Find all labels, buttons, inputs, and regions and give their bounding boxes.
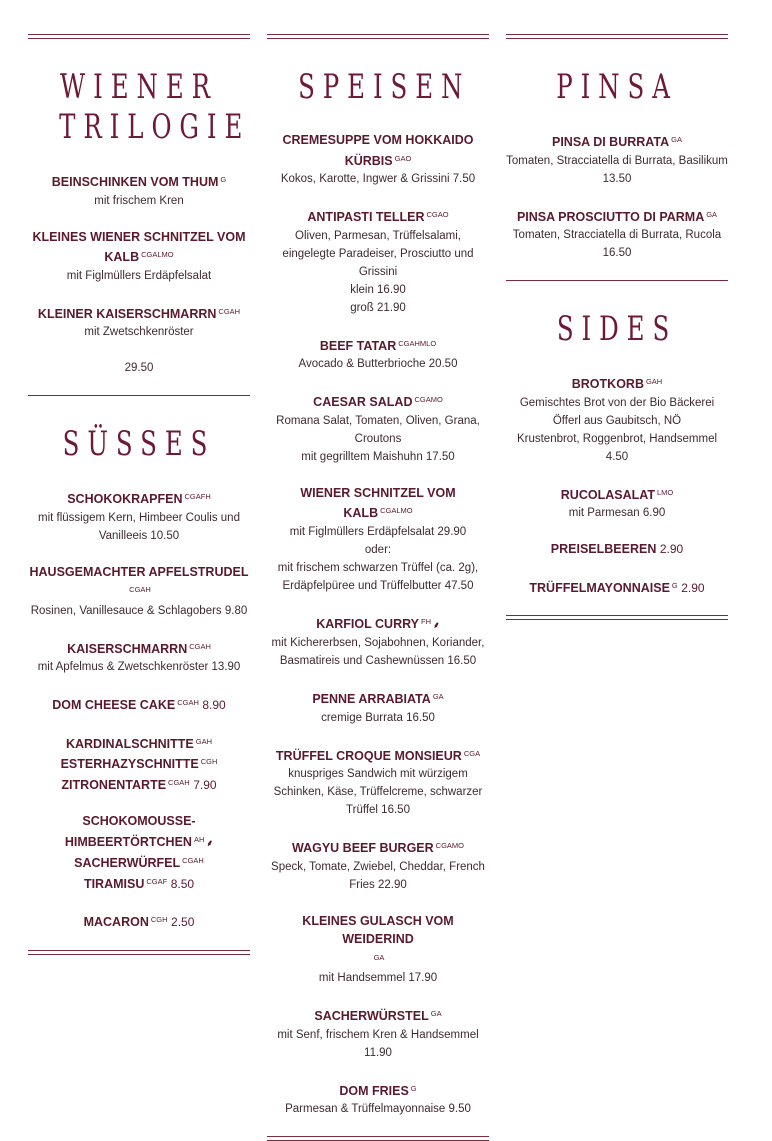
menu-item [267, 912, 489, 988]
item-name [28, 694, 250, 715]
item-description: groß 21.90 [350, 301, 406, 314]
menu-item [28, 638, 250, 677]
allergen-code: CGH [150, 915, 168, 924]
menu-item [28, 303, 250, 342]
allergen-code: G [220, 175, 227, 184]
item-name-text: PINSA DI BURRATA [552, 135, 670, 149]
item-name [506, 373, 728, 394]
item-description: cremige Burrata 16.50 [321, 711, 435, 724]
item-name-text: KLEINER KAISERSCHMARRN [37, 306, 217, 321]
menu-item [267, 688, 489, 727]
item-price: 2.50 [171, 915, 195, 929]
menu-item [267, 484, 489, 595]
leaf-icon: ⸙ [433, 619, 440, 630]
menu-item [28, 694, 250, 715]
item-name [28, 812, 250, 852]
item-description: Tomaten, Stracciatella di Burrata, Basilikum [506, 154, 728, 167]
allergen-code: CGAH [177, 698, 199, 707]
item-name-text: SCHOKOKRAPFEN [67, 492, 183, 506]
menu-column-left [28, 34, 250, 955]
item-description: Avocado & Butterbrioche 20.50 [298, 358, 458, 370]
section-title-sides: SIDES [556, 309, 678, 349]
allergen-code: GAH [645, 377, 663, 386]
item-description: mit Apfelmus & Zwetschkenröster 13.90 [37, 661, 241, 673]
divider [267, 34, 489, 39]
item-description: mit frischem Kren [94, 194, 184, 207]
allergen-code: GA [432, 692, 444, 701]
item-price: 8.90 [202, 698, 226, 712]
menu-item [267, 1005, 489, 1062]
item-name [267, 613, 489, 635]
item-description: Parmesan & Trüffelmayonnaise 9.50 [285, 1103, 471, 1115]
item-name-text: SCHOKOMOUSSE-HIMBEERTÖRTCHEN [64, 814, 196, 849]
allergen-code: GA [671, 135, 682, 144]
menu-item [267, 131, 489, 188]
menu-item [267, 391, 489, 466]
item-name-text: DOM CHEESE CAKE [52, 698, 176, 712]
allergen-code: CGAH [168, 777, 190, 787]
item-name [267, 1005, 489, 1026]
item-name-text: KAISERSCHMARRN [67, 641, 188, 656]
section-title-speisen: SPEISEN [298, 67, 471, 107]
menu-item [267, 613, 489, 671]
item-description: klein 16.90 [350, 283, 406, 296]
item-price: 2.90 [659, 542, 684, 556]
allergen-code: CGA [463, 748, 481, 758]
menu-item [28, 563, 250, 620]
item-name-text: KLEINES GULASCH VOM WEIDERIND [302, 913, 454, 946]
menu-column-right [506, 34, 728, 620]
item-name-text: BROTKORB [571, 377, 644, 391]
item-name [28, 638, 250, 659]
item-name [28, 303, 250, 324]
item-name [28, 852, 250, 873]
divider [267, 1136, 489, 1141]
section-title-line: WIENER [60, 67, 218, 107]
allergen-code: G [671, 580, 678, 590]
item-name-text: KLEINES WIENER SCHNITZEL VOM KALB [32, 229, 246, 264]
menu-item [28, 171, 250, 210]
allergen-code: CGAHMLO [398, 338, 437, 348]
allergen-code: AH [193, 834, 205, 844]
menu-item [506, 206, 728, 263]
item-name-text: WAGYU BEEF BURGER [291, 841, 434, 855]
menu-item [28, 911, 250, 932]
menu-item [506, 484, 728, 523]
item-name-text: PREISELBEEREN [550, 542, 657, 556]
allergen-code: CGAO [426, 210, 449, 219]
item-name [267, 206, 489, 227]
item-name-text: SACHERWÜRSTEL [314, 1009, 429, 1023]
item-description: Speck, Tomate, Zwiebel, Cheddar, French Fries 22.90 [271, 860, 485, 891]
item-name [506, 484, 728, 505]
divider [28, 34, 250, 39]
section-title-suesses: SÜSSES [62, 424, 216, 464]
item-name [267, 335, 489, 356]
item-name [267, 949, 489, 970]
menu-item [28, 228, 250, 285]
item-description: mit Figlmüllers Erdäpfelsalat 29.90 [289, 525, 467, 538]
allergen-code: CGAH [129, 585, 151, 594]
item-name [28, 488, 250, 509]
item-name-text: ESTERHAZYSCHNITTE [60, 757, 199, 771]
item-name-text: SACHERWÜRFEL [74, 856, 181, 870]
item-description: mit Zwetschkenröster [84, 326, 194, 338]
item-name-text: CREMESUPPE VOM HOKKAIDO KÜRBIS [282, 133, 474, 168]
allergen-code: CGAMO [435, 841, 465, 850]
allergen-code: G [410, 1083, 417, 1093]
allergen-code: GAO [394, 153, 412, 163]
item-name-text: DOM FRIES [339, 1083, 409, 1098]
item-description: mit Senf, frischem Kren & Handsemmel 11.90 [277, 1028, 479, 1059]
item-name-text: TRÜFFELMAYONNAISE [529, 580, 670, 595]
menu-item-group [28, 733, 250, 795]
section-title-pinsa: PINSA [556, 67, 678, 107]
menu-item-group [28, 812, 250, 893]
item-name-text: BEINSCHINKEN VOM THUM [51, 175, 219, 189]
menu-item [267, 837, 489, 894]
allergen-code: GAH [195, 736, 213, 746]
item-name-text: KARFIOL CURRY [316, 616, 419, 631]
item-name [28, 774, 250, 795]
item-name [506, 577, 728, 598]
item-name [28, 581, 250, 602]
allergen-code: CGAFH [184, 492, 211, 501]
item-price: 7.90 [193, 777, 217, 792]
item-name-text: BEEF TATAR [319, 338, 397, 353]
menu-item [267, 1080, 489, 1119]
menu-item [506, 540, 728, 559]
item-name [28, 228, 250, 267]
item-name [267, 837, 489, 858]
item-name [506, 131, 728, 152]
allergen-code: GA [706, 209, 718, 219]
item-name-text: WIENER SCHNITZEL VOM KALB [300, 485, 456, 520]
allergen-code: CGH [200, 757, 218, 766]
item-name-text: PINSA PROSCIUTTO DI PARMA [516, 209, 705, 224]
menu-item [267, 745, 489, 820]
allergen-code: GA [430, 1009, 442, 1018]
item-description: mit frischem schwarzen Trüffel (ca. 2g), Erdäpfelpüree und Trüffelbutter 47.50 [277, 561, 479, 592]
item-name [506, 206, 728, 227]
item-description: Romana Salat, Tomaten, Oliven, Grana, Croutons [276, 414, 480, 445]
item-name [267, 484, 489, 523]
item-description: Tomaten, Stracciatella di Burrata, Rucola [512, 229, 722, 241]
menu-item [28, 488, 250, 545]
item-name [28, 873, 250, 894]
item-name-text: RUCOLASALAT [560, 487, 655, 502]
item-price: 8.50 [170, 876, 195, 891]
item-name [506, 540, 728, 559]
item-name [28, 563, 250, 582]
menu-column-middle [267, 34, 489, 1141]
divider [506, 615, 728, 620]
item-name-text: KARDINALSCHNITTE [65, 736, 194, 751]
item-name-text: TRÜFFEL CROQUE MONSIEUR [275, 748, 462, 763]
item-description: 16.50 [602, 247, 632, 259]
item-price: 2.90 [681, 580, 705, 595]
allergen-code: CGAH [218, 306, 241, 316]
item-name-text: PENNE ARRABIATA [312, 692, 431, 706]
divider [506, 280, 728, 281]
item-name [267, 391, 489, 412]
item-description: 29.50 [124, 362, 154, 374]
allergen-code: CGAH [182, 856, 204, 865]
item-description: Kokos, Karotte, Ingwer & Grissini 7.50 [280, 173, 476, 185]
trilogie-price [28, 359, 250, 377]
section-title-wiener-trilogie [59, 67, 251, 147]
allergen-code: GA [373, 952, 385, 962]
menu-item [506, 577, 728, 598]
allergen-code: CGALMO [141, 250, 174, 259]
allergen-code: CGALMO [380, 506, 413, 515]
divider [28, 950, 250, 955]
item-name [267, 131, 489, 170]
item-description: oder: [364, 543, 392, 556]
allergen-code: CGAMO [414, 395, 443, 404]
allergen-code: CGAH [189, 641, 211, 651]
allergen-code: FH [421, 616, 431, 626]
item-name [28, 753, 250, 774]
item-name-text: CAESAR SALAD [313, 395, 413, 409]
allergen-code: LMO [656, 487, 674, 497]
item-name-text: ANTIPASTI TELLER [307, 210, 425, 224]
item-name [28, 171, 250, 192]
menu-item [267, 206, 489, 317]
menu-item [267, 335, 489, 374]
item-name-text: HAUSGEMACHTER APFELSTRUDEL [29, 564, 249, 579]
item-description: Krustenbrot, Roggenbrot, Handsemmel 4.50 [516, 432, 718, 463]
menu-item [506, 373, 728, 466]
item-description: 13.50 [602, 172, 632, 185]
item-description: Gemischtes Brot von der Bio Bäckerei Öfferl aus Gaubitsch, NÖ [519, 396, 715, 427]
item-name-text: ZITRONENTARTE [61, 777, 167, 792]
item-description: mit Figlmüllers Erdäpfelsalat [66, 269, 212, 282]
item-description: knuspriges Sandwich mit würzigem Schinken, Käse, Trüffelcreme, schwarzer Trüffel 16.50 [273, 768, 483, 816]
allergen-code: CGAF [146, 876, 168, 886]
item-description: mit Kichererbsen, Sojabohnen, Koriander, Basmatireis und Cashewnüssen 16.50 [271, 637, 485, 667]
divider [28, 395, 250, 396]
item-name [267, 912, 489, 949]
item-name-text: TIRAMISU [83, 876, 145, 891]
item-name [28, 733, 250, 754]
item-name-text: MACARON [83, 915, 149, 929]
item-description: mit Parmesan 6.90 [568, 507, 666, 519]
menu-item [506, 131, 728, 188]
item-name [267, 745, 489, 766]
item-description: Rosinen, Vanillesauce & Schlagobers 9.80 [30, 604, 248, 617]
item-description: Oliven, Parmesan, Trüffelsalami, eingelegte Paradeiser, Prosciutto und Grissini [282, 229, 474, 278]
item-name [28, 911, 250, 932]
divider [506, 34, 728, 39]
leaf-icon: ⸙ [206, 837, 214, 848]
item-description: mit gegrilltem Maishuhn 17.50 [301, 450, 455, 463]
item-description: mit Handsemmel 17.90 [318, 972, 438, 984]
section-title-line: TRILOGIE [59, 107, 251, 147]
item-name [267, 688, 489, 709]
item-description: mit flüssigem Kern, Himbeer Coulis und Vanilleeis 10.50 [38, 511, 240, 542]
